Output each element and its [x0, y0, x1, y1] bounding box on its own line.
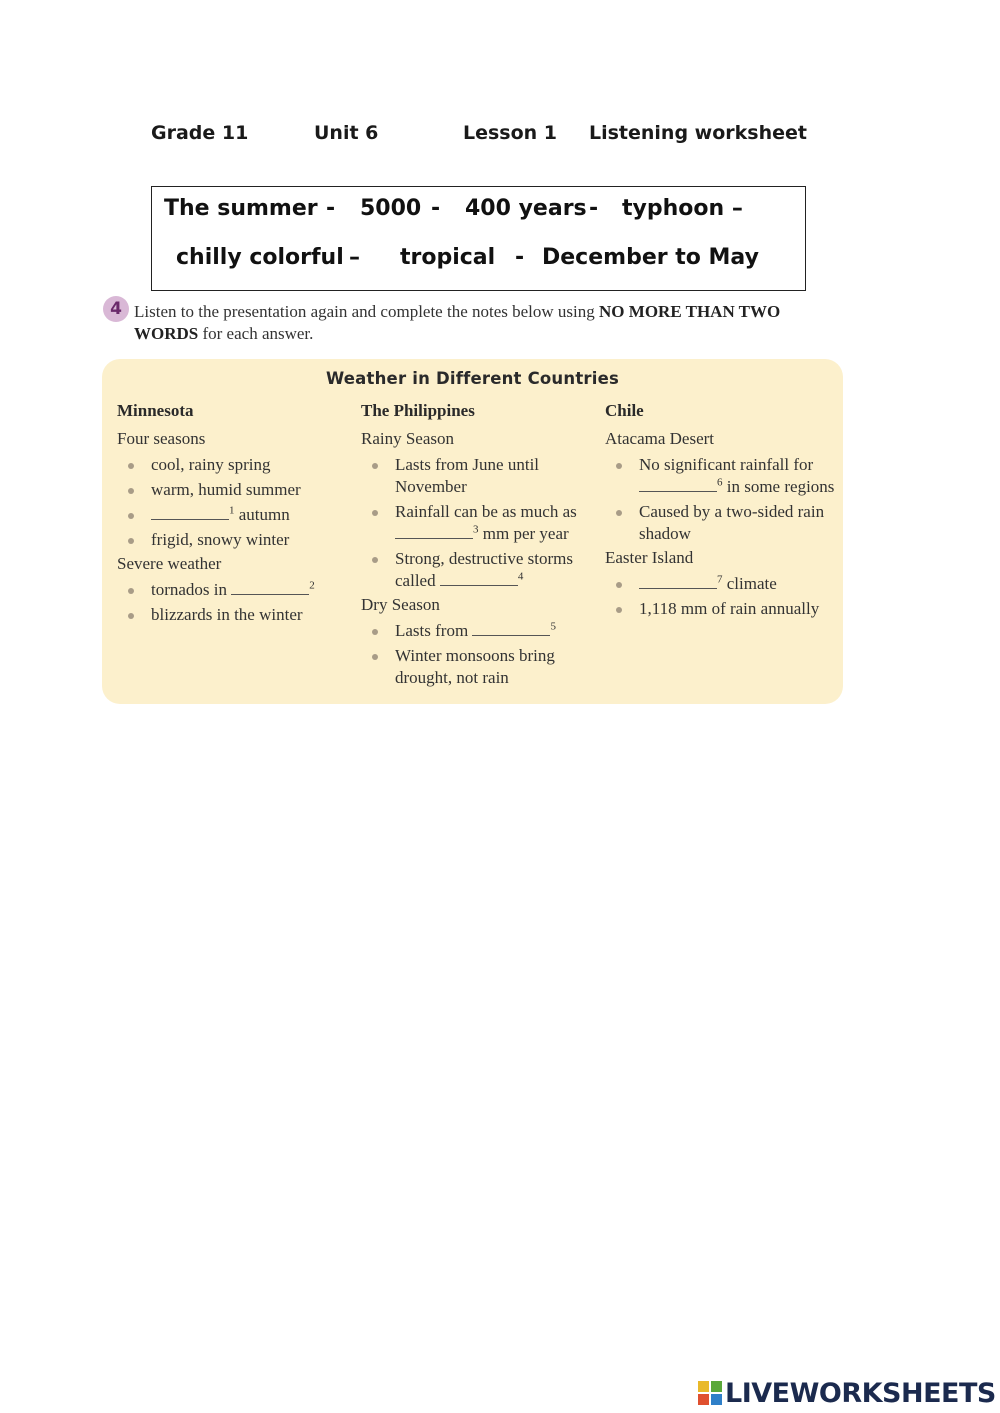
word-bank-separator: –: [349, 245, 360, 270]
blank-number: 7: [717, 573, 723, 586]
word-bank-item: tropical: [400, 245, 496, 270]
instruction-part: Listen to the presentation again and complete the notes below using: [134, 302, 600, 321]
logo-text: LIVEWORKSHEETS: [725, 1378, 996, 1409]
section-subheading: Rainy Season: [361, 429, 455, 448]
notes-list: [605, 454, 841, 545]
blank-number: 4: [517, 570, 524, 583]
answer-blank[interactable]: [639, 477, 717, 492]
note-item: [361, 620, 597, 642]
note-text: warm, humid summer: [151, 480, 301, 499]
word-bank-item: December to May: [542, 245, 759, 270]
worksheet-title: Listening worksheet: [589, 122, 807, 144]
notes-panel: [102, 359, 843, 704]
grade-label: Grade 11: [151, 122, 249, 144]
blank-number: 6: [717, 476, 723, 489]
notes-list: [117, 579, 347, 626]
word-bank-separator: -: [589, 196, 599, 221]
note-text: mm per year: [478, 524, 569, 543]
column-heading: The Philippines: [361, 401, 475, 420]
answer-blank[interactable]: [440, 571, 518, 586]
instruction-text: [134, 301, 834, 345]
note-text: frigid, snowy winter: [151, 530, 290, 549]
worksheet-header: [0, 122, 1000, 152]
note-item: [605, 501, 841, 545]
section-subheading: Dry Season: [361, 595, 440, 614]
word-bank-item: 400 years: [465, 196, 587, 221]
note-text: Lasts from June until November: [395, 455, 540, 496]
logo-grid-icon: [698, 1381, 722, 1405]
note-item: [361, 548, 597, 592]
exercise-number-badge: 4: [103, 296, 129, 322]
section-subheading: Severe weather: [117, 554, 222, 573]
note-text: 1,118 mm of rain annually: [639, 599, 820, 618]
note-item: [117, 504, 347, 526]
note-item: [605, 454, 841, 498]
note-item: [605, 598, 841, 620]
answer-blank[interactable]: [472, 621, 550, 636]
column-philippines: [361, 401, 597, 692]
note-text: Strong, destructive storms called: [395, 549, 574, 590]
blank-number: 1: [229, 504, 235, 517]
panel-title: Weather in Different Countries: [325, 369, 620, 388]
column-minnesota: [117, 401, 347, 629]
word-bank-item: chilly colorful: [176, 245, 344, 270]
note-item: [117, 454, 347, 476]
answer-blank[interactable]: [231, 580, 309, 595]
note-text: cool, rainy spring: [151, 455, 271, 474]
word-bank-box: [151, 186, 806, 291]
note-item: [117, 479, 347, 501]
note-item: [117, 529, 347, 551]
note-text: blizzards in the winter: [151, 605, 303, 624]
word-bank-separator: -: [326, 196, 336, 221]
note-text: Caused by a two-sided rain shadow: [639, 502, 825, 543]
note-text: No significant rainfall for: [639, 455, 814, 474]
column-chile: [605, 401, 841, 623]
section-subheading: Easter Island: [605, 548, 694, 567]
notes-list: [361, 454, 597, 592]
note-text: in some regions: [722, 477, 835, 496]
notes-list: [361, 620, 597, 689]
note-text: Winter monsoons bring drought, not rain: [395, 646, 555, 687]
section-subheading: Atacama Desert: [605, 429, 715, 448]
note-item: [361, 501, 597, 545]
column-heading: Chile: [605, 401, 644, 420]
word-bank-item: The summer: [164, 196, 318, 221]
answer-blank[interactable]: [395, 524, 473, 539]
note-text: tornados in: [151, 580, 232, 599]
lesson-label: Lesson 1: [463, 122, 558, 144]
word-bank-separator: -: [515, 245, 525, 270]
note-text: climate: [722, 574, 777, 593]
instruction-bold: NO MORE THAN TWO WORDS: [134, 302, 781, 343]
column-heading: Minnesota: [117, 401, 194, 420]
unit-label: Unit 6: [314, 122, 379, 144]
note-item: [117, 579, 347, 601]
word-bank-item: typhoon –: [622, 196, 743, 221]
note-item: [361, 645, 597, 689]
blank-number: 2: [309, 579, 315, 592]
note-item: [605, 573, 841, 595]
note-item: [117, 604, 347, 626]
word-bank-item: 5000: [360, 196, 422, 221]
notes-list: [117, 454, 347, 551]
notes-list: [605, 573, 841, 620]
note-text: Lasts from: [395, 621, 473, 640]
blank-number: 3: [473, 523, 479, 536]
answer-blank[interactable]: [151, 505, 229, 520]
answer-blank[interactable]: [639, 574, 717, 589]
blank-number: 5: [550, 620, 556, 633]
instruction-part: for each answer.: [198, 324, 314, 343]
word-bank-separator: -: [431, 196, 441, 221]
note-text: autumn: [234, 505, 290, 524]
note-item: [361, 454, 597, 498]
note-text: Rainfall can be as much as: [395, 502, 577, 521]
section-subheading: Four seasons: [117, 429, 206, 448]
